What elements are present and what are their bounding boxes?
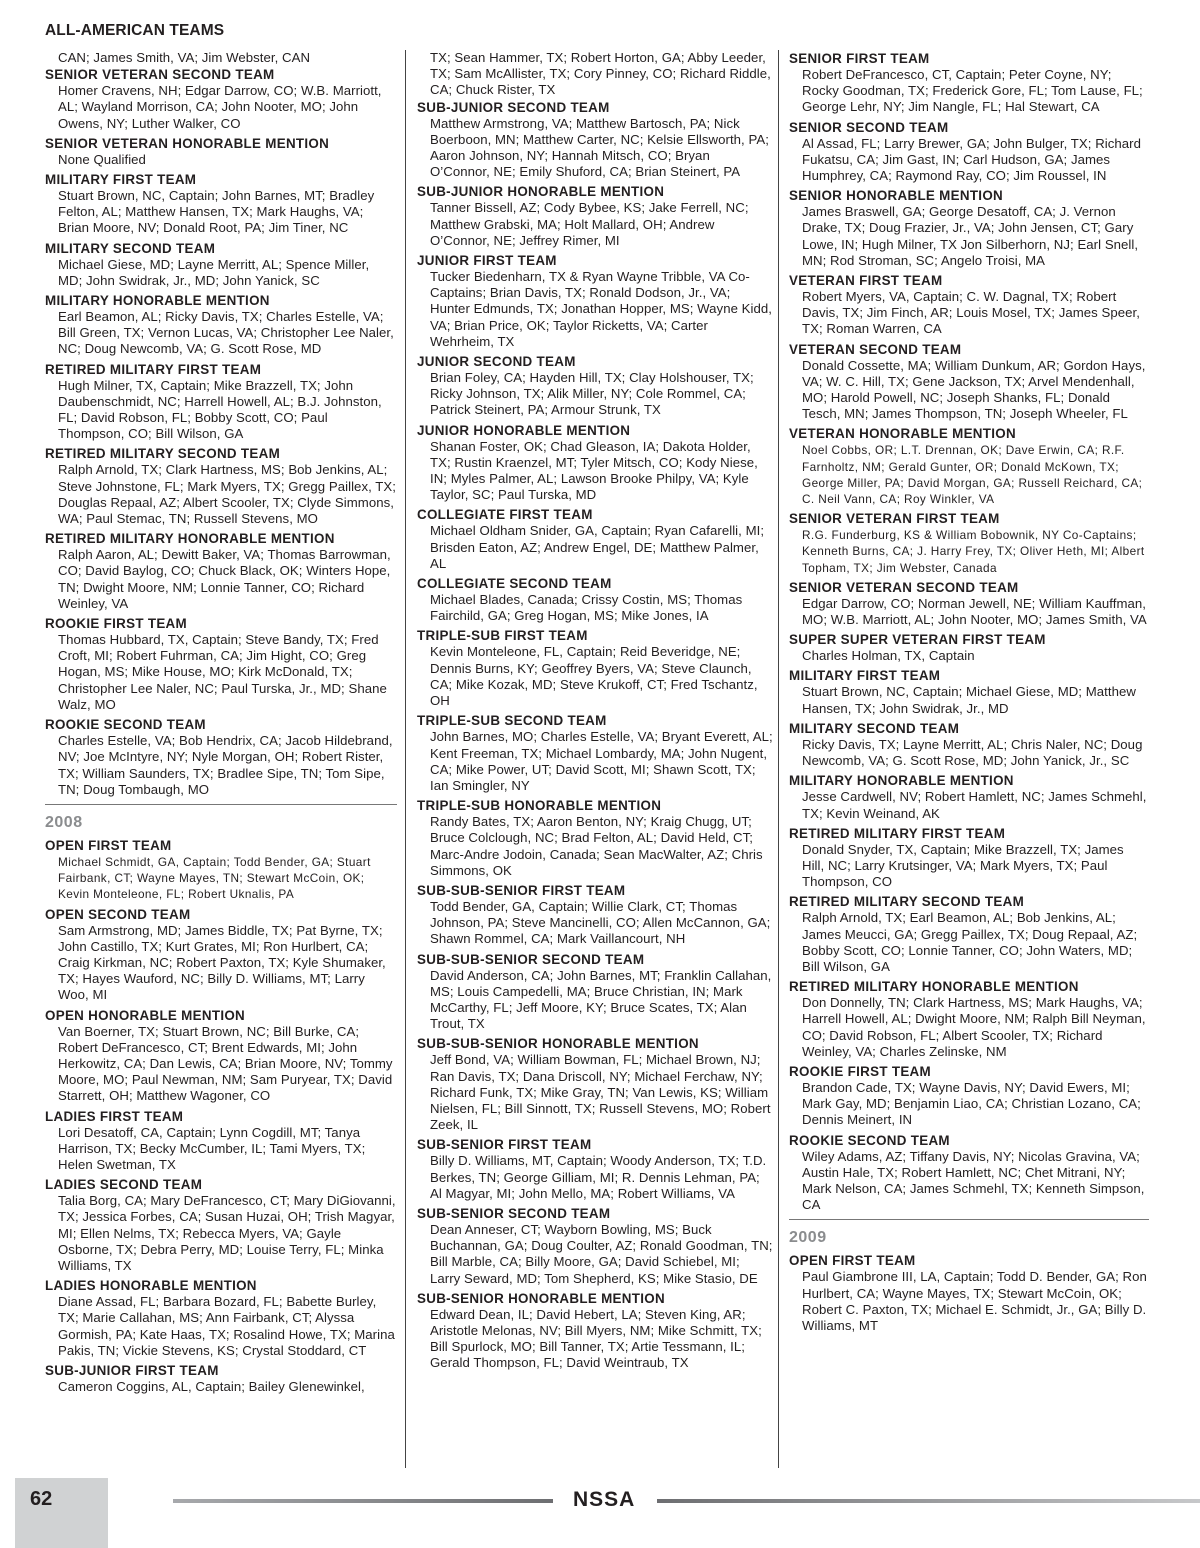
team-heading: SUB-JUNIOR HONORABLE MENTION <box>417 184 665 200</box>
team-heading: SENIOR FIRST TEAM <box>789 51 930 66</box>
team-members: Dean Anneser, CT; Wayborn Bowling, MS; Buck Buchannan, GA; Doug Coulter, AZ; Ronald Goodman, TN; Bill Marble, CA; Billy Moore, GA; David Schiebel, MI; Larry Seward, MD; Tom Shepherd, KS; Mike Stasio, DE <box>430 1221 773 1286</box>
team-members: Stuart Brown, NC, Captain; John Barnes, MT; Bradley Felton, AL; Matthew Hansen, TX; Mark Haughs, VA; Brian Moore, NV; Donald Root, PA; Jim Tiner, NC <box>58 188 375 236</box>
team-members: Brian Foley, CA; Hayden Hill, TX; Clay Holshouser, TX; Ricky Johnson, TX; Alik Miller, NY; Cole Rommel, CA; Patrick Steinert, PA; Armour Strunk, TX <box>430 370 754 418</box>
team-heading: JUNIOR SECOND TEAM <box>417 354 576 370</box>
team-heading: RETIRED MILITARY FIRST TEAM <box>789 825 1006 841</box>
team-section <box>45 615 397 713</box>
team-members: Shanan Foster, OK; Chad Gleason, IA; Dakota Holder, TX; Rustin Kraenzel, MT; Tyler Mitsch, CO; Kody Niese, IN; Myles Palmer, AL; Lawson Brooke Philpy, VA; Kyle Taylor, SC; Paul Turska, MD <box>430 438 758 503</box>
team-heading: TRIPLE-SUB FIRST TEAM <box>417 628 588 644</box>
team-members: Ralph Arnold, TX; Clark Hartness, MS; Bob Jenkins, AL; Steve Johnstone, FL; Mark Myers, TX; Gregg Paillex, TX; Douglas Repaal, AZ; Albert Scooler, TX; Clyde Simmons, WA; Paul Stemac, TN; Russell Stevens, MO <box>58 462 396 527</box>
team-section <box>789 978 1149 1060</box>
team-heading: TRIPLE-SUB SECOND TEAM <box>417 713 607 729</box>
team-heading: LADIES HONORABLE MENTION <box>45 1278 257 1294</box>
team-section <box>45 716 397 798</box>
team-heading: TRIPLE-SUB HONORABLE MENTION <box>417 798 662 814</box>
team-members: Michael Blades, Canada; Crissy Costin, MS; Thomas Fairchild, GA; Greg Hogan, MS; Mike Jones, IA <box>430 592 743 624</box>
section-list <box>45 66 397 798</box>
team-members: Talia Borg, CA; Mary DeFrancesco, CT; Mary DiGiovanni, TX; Jessica Forbes, CA; Susan Huzai, OH; Trish Magyar, MI; Ellen Nelms, TX; Rebecca Myers, VA; Gayle Osborne, TX; Debra Perry, MD; Louise Terry, FL; Minka Williams, TX <box>58 1193 396 1273</box>
team-heading: OPEN HONORABLE MENTION <box>45 1007 246 1023</box>
footer-rule <box>173 1499 553 1503</box>
team-members: Michael Oldham Snider, GA, Captain; Ryan Cafarelli, MI; Brisden Eaton, AZ; Andrew Engel, DE; Matthew Palmer, AL <box>430 523 765 571</box>
team-heading: VETERAN SECOND TEAM <box>789 341 962 357</box>
team-members: Noel Cobbs, OR; L.T. Drennan, OK; Dave Erwin, CA; R.F. Farnholtz, NM; Gerald Gunter, OR; Donald McKown, TX; George Miller, PA; David Morgan, GA; Russell Reichard, CA; C. Neil Vann, CA; Roy Winkler, VA <box>802 443 1143 507</box>
column-2 <box>417 50 773 1375</box>
team-section <box>417 1035 773 1133</box>
team-members: Sam Armstrong, MD; James Biddle, TX; Pat Byrne, TX; John Castillo, TX; Kurt Grates, MI; Ron Hurlbert, CA; Craig Kirkman, NC; Robert Paxton, TX; Kyle Shumaker, TX; Hayes Wauford, NC; Billy D. Williams, MT; Larry Woo, MI <box>58 922 386 1003</box>
team-heading: SUB-SUB-SENIOR FIRST TEAM <box>417 882 626 898</box>
team-members: Homer Cravens, NH; Edgar Darrow, CO; W.B. Marriott, AL; Wayland Morrison, CA; John Nooter, MO; John Owens, NY; Luther Walker, CO <box>58 83 382 131</box>
team-heading: SENIOR HONORABLE MENTION <box>789 188 1004 204</box>
team-section <box>45 1277 397 1359</box>
team-members: Michael Schmidt, GA, Captain; Todd Bender, GA; Stuart Fairbank, CT; Wayne Mayes, TN; Stewart McCoin, OK; Kevin Monteleone, FL; Robert Uknalis, PA <box>58 854 371 902</box>
team-section <box>789 772 1149 821</box>
team-heading: SUB-SUB-SENIOR HONORABLE MENTION <box>417 1036 699 1052</box>
team-section <box>45 1108 397 1174</box>
page-number-tab <box>15 1478 108 1548</box>
team-section <box>789 510 1149 576</box>
section-list <box>417 99 773 1372</box>
team-members: David Anderson, CA; John Barnes, MT; Franklin Callahan, MS; Louis Campedelli, MA; Bruce Christian, IN; Mark McCarthy, FL; Jeff Moore, KY; Bruce Scates, TX; Alan Trout, TX <box>430 967 772 1032</box>
continued-text: TX; Sean Hammer, TX; Robert Horton, GA; Abby Leeder, TX; Sam McAllister, TX; Cory Pinney, CO; Richard Riddle, CA; Chuck Rister, TX <box>430 50 771 98</box>
team-members: Robert Myers, VA, Captain; C. W. Dagnal, TX; Robert Davis, TX; Jim Finch, AR; Louis Mosel, TX; James Speer, TX; Roman Warren, CA <box>802 289 1140 337</box>
continued-text: CAN; James Smith, VA; Jim Webster, CAN <box>58 50 311 65</box>
team-heading: SUB-SENIOR HONORABLE MENTION <box>417 1290 665 1306</box>
team-members: Billy D. Williams, MT, Captain; Woody Anderson, TX; T.D. Berkes, TN; George Gilliam, MI; R. Dennis Lehman, PA; Al Magyar, MI; John Mello, MA; Robert Williams, VA <box>430 1153 767 1201</box>
team-section <box>45 1362 397 1395</box>
team-section <box>789 1252 1149 1334</box>
team-heading: RETIRED MILITARY SECOND TEAM <box>789 894 1025 910</box>
year-divider <box>45 804 397 833</box>
team-members: Tanner Bissell, AZ; Cody Bybee, KS; Jake Ferrell, NC; Matthew Grabski, MA; Holt Mallard, OH; Andrew O’Connor, NE; Jeffrey Rimer, MI <box>430 200 749 248</box>
team-heading: MILITARY SECOND TEAM <box>45 240 216 256</box>
team-section <box>417 422 773 504</box>
team-section <box>789 825 1149 891</box>
column-1 <box>45 50 397 1398</box>
team-section <box>45 361 397 443</box>
team-section <box>417 797 773 879</box>
team-members: Randy Bates, TX; Aaron Benton, NY; Kraig Chugg, UT; Bruce Colclough, NC; Brad Felton, AL; David Held, CT; Marc-Andre Jodoin, Canada; Sean MacWalter, AZ; Chris Simmons, OK <box>430 814 763 878</box>
team-heading: JUNIOR HONORABLE MENTION <box>417 422 631 438</box>
team-heading: SUB-SUB-SENIOR SECOND TEAM <box>417 951 645 967</box>
team-section <box>417 1136 773 1202</box>
team-heading: RETIRED MILITARY HONORABLE MENTION <box>789 979 1079 995</box>
team-heading: OPEN FIRST TEAM <box>789 1253 916 1269</box>
team-heading: ROOKIE SECOND TEAM <box>45 717 206 733</box>
team-heading: SENIOR VETERAN SECOND TEAM <box>45 67 275 83</box>
team-members: Al Assad, FL; Larry Brewer, GA; John Bulger, TX; Richard Fukatsu, CA; Jim Gast, IN; Carl Hudson, GA; James Humphrey, CA; Raymond Ray, CO; Jim Roussel, IN <box>802 135 1141 184</box>
section-list <box>789 50 1149 1213</box>
team-heading: OPEN SECOND TEAM <box>45 906 191 922</box>
team-heading: LADIES SECOND TEAM <box>45 1177 203 1193</box>
team-section <box>45 135 397 168</box>
team-heading: MILITARY SECOND TEAM <box>789 720 960 736</box>
team-section <box>45 837 397 903</box>
team-members: Donald Cossette, MA; William Dunkum, AR; Gordon Hays, VA; W. C. Hill, TX; Gene Jackson, TX; Arvel Mendenhall, MO; Harold Powell, NC; Joseph Shanks, FL; Donald Tesch, MN; James Thompson, TN; Joseph Wheeler, FL <box>802 357 1146 422</box>
team-section <box>789 50 1149 116</box>
team-members: Van Boerner, TX; Stuart Brown, NC; Bill Burke, CA; Robert DeFrancesco, CT; Brent Edwards, MI; John Herkowitz, CA; Dan Lewis, CA; Brian Moore, NV; Tommy Moore, MO; Paul Newman, NM; Sam Puryear, TX; David Starrett, OH; Matthew Wagoner, CO <box>58 1023 393 1104</box>
team-heading: MILITARY FIRST TEAM <box>789 668 941 684</box>
team-members: Tucker Biedenharn, TX & Ryan Wayne Tribble, VA Co-Captains; Brian Davis, TX; Ronald Dodson, Jr., VA; Hunter Edmunds, TX; Jonathan Hopper, MS; Wayne Kidd, VA; Brian Price, OK; Taylor Ricketts, VA; Carter Wehrheim, TX <box>430 269 772 349</box>
team-heading: RETIRED MILITARY SECOND TEAM <box>45 446 281 462</box>
team-heading: OPEN FIRST TEAM <box>45 837 172 853</box>
team-heading: SENIOR VETERAN HONORABLE MENTION <box>45 135 330 151</box>
team-section <box>417 353 773 419</box>
team-members: Edgar Darrow, CO; Norman Jewell, NE; William Kauffman, MO; W.B. Marriott, AL; John Nooter, MO; James Smith, VA <box>802 595 1147 628</box>
team-members: Robert DeFrancesco, CT, Captain; Peter Coyne, NY; Rocky Goodman, TX; Frederick Gore, FL; Tom Lause, FL; George Lehr, NY; Jim Nangle, FL; Hal Stewart, CA <box>802 67 1143 115</box>
team-heading: SENIOR VETERAN FIRST TEAM <box>789 511 1000 527</box>
column-3 <box>789 50 1149 1337</box>
team-members: Cameron Coggins, AL, Captain; Bailey Glenewinkel, <box>58 1378 365 1394</box>
team-heading: MILITARY HONORABLE MENTION <box>45 293 270 309</box>
team-section <box>789 341 1149 423</box>
team-section <box>45 240 397 289</box>
team-members: James Braswell, GA; George Desatoff, CA; J. Vernon Drake, TX; Doug Frazier, Jr., VA; John Jensen, CT; Gary Lowe, IN; Hugh Milner, TX Jon Silberhorn, NJ; Earl Snell, MN; Rod Stroman, SC; Angelo Troisi, MA <box>802 204 1139 268</box>
team-section <box>45 906 397 1004</box>
team-heading: MILITARY FIRST TEAM <box>45 172 197 188</box>
team-members: Donald Snyder, TX, Captain; Mike Brazzell, TX; James Hill, NC; Larry Krutsinger, VA; Mark Myers, TX; Paul Thompson, CO <box>802 841 1124 890</box>
team-heading: RETIRED MILITARY HONORABLE MENTION <box>45 531 335 547</box>
team-members: R.G. Funderburg, KS & William Bobownik, NY Co-Captains; Kenneth Burns, CA; J. Harry Frey, TX; Oliver Heth, MI; Albert Topham, TX; Jim Webster, Canada <box>802 528 1145 575</box>
team-section <box>417 1205 773 1287</box>
team-members: Ralph Aaron, AL; Dewitt Baker, VA; Thomas Barrowman, CO; David Baylog, CO; Chuck Black, OK; Winters Hope, TN; Dwight Moore, NM; Lonnie Tanner, CO; Richard Weinley, VA <box>58 547 391 611</box>
team-members: None Qualified <box>58 151 146 167</box>
team-members: Don Donnelly, TN; Clark Hartness, MS; Mark Haughs, VA; Harrell Howell, AL; Dwight Moore, NM; Ralph Bill Neyman, CO; David Robson, FL; Albert Scooler, TX; Richard Weinley, VA; Charles Zelinske, NM <box>802 995 1146 1059</box>
team-section <box>45 530 397 612</box>
team-members: Jesse Cardwell, NV; Robert Hamlett, NC; James Schmehl, TX; Kevin Weinand, AK <box>802 789 1147 821</box>
team-heading: SUB-JUNIOR SECOND TEAM <box>417 99 610 115</box>
team-section <box>45 1176 397 1274</box>
team-heading: VETERAN FIRST TEAM <box>789 273 943 289</box>
team-members: Lori Desatoff, CA, Captain; Lynn Cogdill, MT; Tanya Harrison, TX; Becky McCumber, IL; Tami Myers, TX; Helen Swetman, TX <box>58 1124 366 1172</box>
team-members: Kevin Monteleone, FL, Captain; Reid Beveridge, NE; Dennis Burns, KY; Geoffrey Byers, VA; Steve Claunch, CA; Mike Kozak, MD; Steve Krukoff, CT; Fred Tschantz, OH <box>430 644 758 709</box>
team-section <box>417 575 773 624</box>
team-heading: MILITARY HONORABLE MENTION <box>789 773 1014 789</box>
team-section <box>789 187 1149 269</box>
team-heading: SUB-SENIOR FIRST TEAM <box>417 1137 592 1153</box>
team-members: Edward Dean, IL; David Hebert, LA; Steven King, AR; Aristotle Melonas, NV; Bill Myers, NM; Mike Schmitt, TX; Bill Spurlock, MO; Bill Tanner, TX; Artie Tessmann, IL; Gerald Thompson, FL; David Weintraub, TX <box>430 1306 762 1371</box>
team-section <box>789 893 1149 975</box>
team-heading: RETIRED MILITARY FIRST TEAM <box>45 361 262 377</box>
team-section <box>417 627 773 709</box>
team-members: Jeff Bond, VA; William Bowman, FL; Michael Brown, NJ; Ran Davis, TX; Dana Driscoll, NY; Michael Ferchaw, NY; Richard Funk, TX; Mike Gray, TN; Van Lewis, KS; William Nielsen, FL; Bill Sinnott, TX; Russell Stevens, MO; Robert Zeek, IL <box>430 1052 771 1133</box>
year-heading: 2008 <box>45 813 83 831</box>
team-section <box>417 252 773 350</box>
team-members: Hugh Milner, TX, Captain; Mike Brazzell, TX; John Daubenschmidt, NC; Harrell Howell, AL; B.J. Johnston, FL; David Robson, FL; Bobby Scott, CO; Paul Thompson, CO; Bill Wilson, GA <box>58 377 382 442</box>
team-section <box>789 631 1149 664</box>
team-heading: VETERAN HONORABLE MENTION <box>789 426 1016 442</box>
team-heading: SUB-SENIOR SECOND TEAM <box>417 1205 611 1221</box>
page-header-title: ALL-AMERICAN TEAMS <box>45 22 225 39</box>
team-members: Ralph Arnold, TX; Earl Beamon, AL; Bob Jenkins, AL; James Meucci, GA; Gregg Paillex, TX; Doug Repaal, AZ; Bobby Scott, CO; Lonnie Tanner, CO; John Waters, MD; Bill Wilson, GA <box>802 910 1138 974</box>
team-section <box>789 1063 1149 1129</box>
column-divider <box>405 50 406 1468</box>
team-members: Wiley Adams, AZ; Tiffany Davis, NY; Nicolas Gravina, VA; Austin Hale, TX; Robert Hamlett, NC; Chet Mitrani, NY; Mark Nelson, CA; James Schmehl, TX; Kenneth Simpson, CA <box>802 1148 1145 1213</box>
team-section <box>789 579 1149 628</box>
team-section <box>417 1290 773 1372</box>
team-heading: SUB-JUNIOR FIRST TEAM <box>45 1362 219 1378</box>
section-list <box>789 1252 1149 1334</box>
team-members: Charles Estelle, VA; Bob Hendrix, CA; Jacob Hildebrand, NV; Joe McIntyre, NY; Nyle Morgan, OH; Robert Rister, TX; William Saunders, TX; Bradlee Sipe, TN; Tom Sipe, TN; Doug Tombaugh, MO <box>58 733 393 797</box>
team-heading: LADIES FIRST TEAM <box>45 1108 184 1124</box>
team-section <box>789 425 1149 507</box>
team-heading: JUNIOR FIRST TEAM <box>417 253 557 269</box>
team-members: Ricky Davis, TX; Layne Merritt, AL; Chris Naler, NC; Doug Newcomb, VA; G. Scott Rose, MD; John Yanick, Jr., SC <box>802 736 1143 769</box>
footer-rule <box>657 1499 1200 1503</box>
team-members: Matthew Armstrong, VA; Matthew Bartosch, PA; Nick Boerboon, MN; Matthew Carter, NC; Kelsie Ellsworth, PA; Aaron Johnson, NY; Hannah Mitsch, CO; Bryan O’Connor, NE; Emily Shuford, CA; Brian Steinert, PA <box>430 115 769 180</box>
footer-brand: NSSA <box>573 1488 636 1511</box>
team-section <box>45 66 397 132</box>
team-section <box>45 445 397 527</box>
team-section <box>45 171 397 237</box>
team-heading: SENIOR SECOND TEAM <box>789 119 949 135</box>
team-section <box>789 119 1149 185</box>
section-list <box>45 837 397 1395</box>
team-members: John Barnes, MO; Charles Estelle, VA; Bryant Everett, AL; Kent Freeman, TX; Michael Lombardy, MA; John Nugent, CA; Mike Power, UT; David Scott, MI; Shawn Scott, TX; Ian Smingler, NY <box>430 729 773 793</box>
team-members: Paul Giambrone III, LA, Captain; Todd D. Bender, GA; Ron Hurlbert, CA; Wayne Mayes, TX; Stewart McCoin, OK; Robert C. Paxton, TX; Michael E. Schmidt, Jr., GA; Billy D. Williams, MT <box>802 1269 1147 1333</box>
team-members: Charles Holman, TX, Captain <box>802 648 975 664</box>
team-section <box>417 712 773 794</box>
team-members: Michael Giese, MD; Layne Merritt, AL; Spence Miller, MD; John Swidrak, Jr., MD; John Yanick, SC <box>58 256 370 288</box>
team-section <box>417 99 773 181</box>
page-number: 62 <box>30 1488 53 1510</box>
team-section <box>417 882 773 948</box>
team-heading: SUPER SUPER VETERAN FIRST TEAM <box>789 632 1046 648</box>
team-section <box>417 951 773 1033</box>
team-section <box>789 272 1149 338</box>
team-members: Todd Bender, GA, Captain; Willie Clark, CT; Thomas Johnson, PA; Steve Mancinelli, CO; Allen McCannon, GA; Shawn Rommel, CA; Mark Vaillancourt, NH <box>430 898 771 947</box>
team-section <box>789 720 1149 769</box>
team-members: Earl Beamon, AL; Ricky Davis, TX; Charles Estelle, VA; Bill Green, TX; Vernon Lucas, VA; Christopher Lee Naler, NC; Doug Newcomb, VA; G. Scott Rose, MD <box>58 309 394 357</box>
team-section <box>417 183 773 249</box>
team-members: Diane Assad, FL; Barbara Bozard, FL; Babette Burley, TX; Marie Callahan, MS; Ann Fairbank, CT; Alyssa Gormish, PA; Kate Haas, TX; Rosalind Howe, TX; Marina Pakis, TN; Vickie Stevens, KS; Crystal Stoddard, CT <box>58 1294 395 1358</box>
team-section <box>417 506 773 572</box>
team-section <box>789 1132 1149 1214</box>
column-divider <box>778 50 779 1468</box>
team-heading: ROOKIE FIRST TEAM <box>789 1063 931 1079</box>
team-heading: SENIOR VETERAN SECOND TEAM <box>789 579 1019 595</box>
team-heading: ROOKIE FIRST TEAM <box>45 616 187 632</box>
team-members: Stuart Brown, NC, Captain; Michael Giese, MD; Matthew Hansen, TX; John Swidrak, Jr., MD <box>802 684 1136 716</box>
team-section <box>789 667 1149 716</box>
team-heading: COLLEGIATE SECOND TEAM <box>417 576 612 592</box>
team-members: Thomas Hubbard, TX, Captain; Steve Bandy, TX; Fred Croft, MI; Robert Fuhrman, CA; Jim Hight, CO; Greg Hogan, MS; Mike House, MO; Kirk McDonald, TX; Christopher Lee Naler, NC; Paul Turska, Jr., MD; Shane Walz, MO <box>58 632 387 712</box>
team-section <box>45 292 397 358</box>
team-heading: ROOKIE SECOND TEAM <box>789 1132 950 1148</box>
year-heading: 2009 <box>789 1229 827 1247</box>
team-section <box>45 1007 397 1105</box>
team-heading: COLLEGIATE FIRST TEAM <box>417 507 593 523</box>
team-members: Brandon Cade, TX; Wayne Davis, NY; David Ewers, MI; Mark Gay, MD; Benjamin Liao, CA; Christian Lozano, CA; Dennis Meinert, IN <box>802 1079 1141 1128</box>
year-divider <box>789 1219 1149 1248</box>
